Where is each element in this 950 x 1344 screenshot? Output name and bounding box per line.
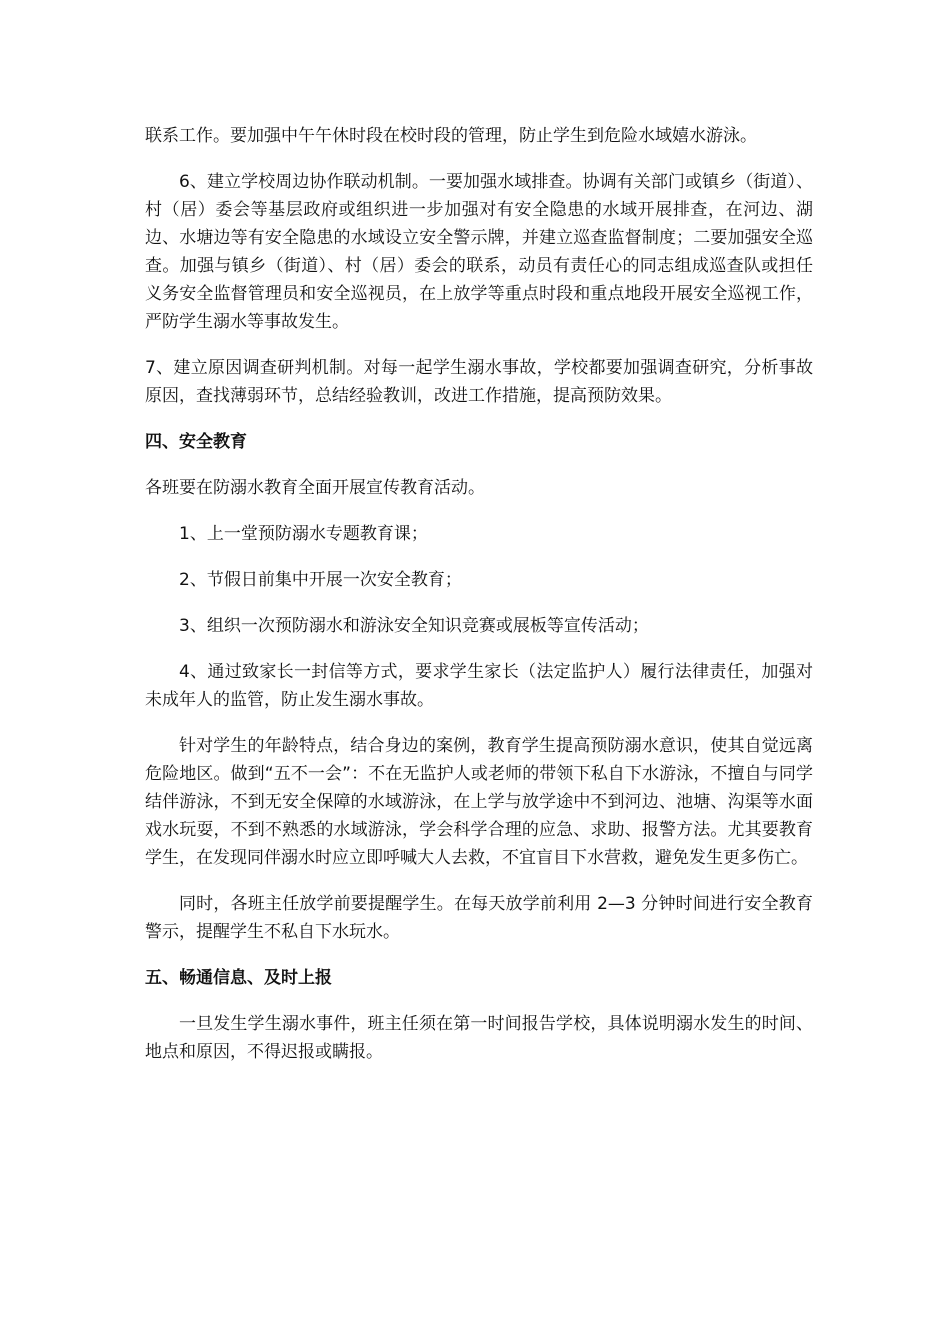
section-heading-reporting: 五、畅通信息、及时上报: [145, 968, 332, 988]
paragraph-reporting: 一旦发生学生溺水事件，班主任须在第一时间报告学校，具体说明溺水发生的时间、地点和原因，不得迟报或瞒报。: [145, 1014, 813, 1062]
paragraph-reminder: 同时，各班主任放学前要提醒学生。在每天放学前利用 2—3 分钟时间进行安全教育警示，提醒学生不私自下水玩水。: [145, 894, 813, 942]
paragraph-five-rules: 针对学生的年龄特点，结合身边的案例，教育学生提高预防溺水意识，使其自觉远离危险地区。做到“五不一会”：不在无监护人或老师的带领下私自下水游泳，不擅自与同学结伴游泳，不到无安全保障的水域游泳，在上学与放学途中不到河边、池塘、沟渠等水面戏水玩耍，不到不熟悉的水域游泳，学会科学合理的应急、求助、报警方法。尤其要教育学生，在发现同伴溺水时应立即呼喊大人去救，不宜盲目下水营救，避免发生更多伤亡。: [145, 736, 813, 868]
document-body: [145, 122, 813, 1084]
list-item-3: 3、组织一次预防溺水和游泳安全知识竞赛或展板等宣传活动；: [179, 616, 649, 636]
paragraph-continuation: 联系工作。要加强中午午休时段在校时段的管理，防止学生到危险水域嬉水游泳。: [145, 126, 757, 146]
paragraph-item-6: 6、建立学校周边协作联动机制。一要加强水域排查。协调有关部门或镇乡（街道）、村（居）委会等基层政府或组织进一步加强对有安全隐患的水域开展排查，在河边、湖边、水塘边等有安全隐患的水域设立安全警示牌，并建立巡查监督制度；二要加强安全巡查。加强与镇乡（街道）、村（居）委会的联系，动员有责任心的同志组成巡查队或担任义务安全监督管理员和安全巡视员，在上放学等重点时段和重点地段开展安全巡视工作，严防学生溺水等事故发生。: [145, 172, 813, 332]
list-item-2: 2、节假日前集中开展一次安全教育；: [179, 570, 462, 590]
paragraph-item-7: 7、建立原因调查研判机制。对每一起学生溺水事故，学校都要加强调查研究，分析事故原因，查找薄弱环节，总结经验教训，改进工作措施，提高预防效果。: [145, 358, 813, 406]
paragraph-intro: 各班要在防溺水教育全面开展宣传教育活动。: [145, 478, 485, 498]
list-item-4: 4、通过致家长一封信等方式，要求学生家长（法定监护人）履行法律责任，加强对未成年人的监管，防止发生溺水事故。: [145, 662, 813, 710]
section-heading-safety-education: 四、安全教育: [145, 432, 247, 452]
list-item-1: 1、上一堂预防溺水专题教育课；: [179, 524, 428, 544]
